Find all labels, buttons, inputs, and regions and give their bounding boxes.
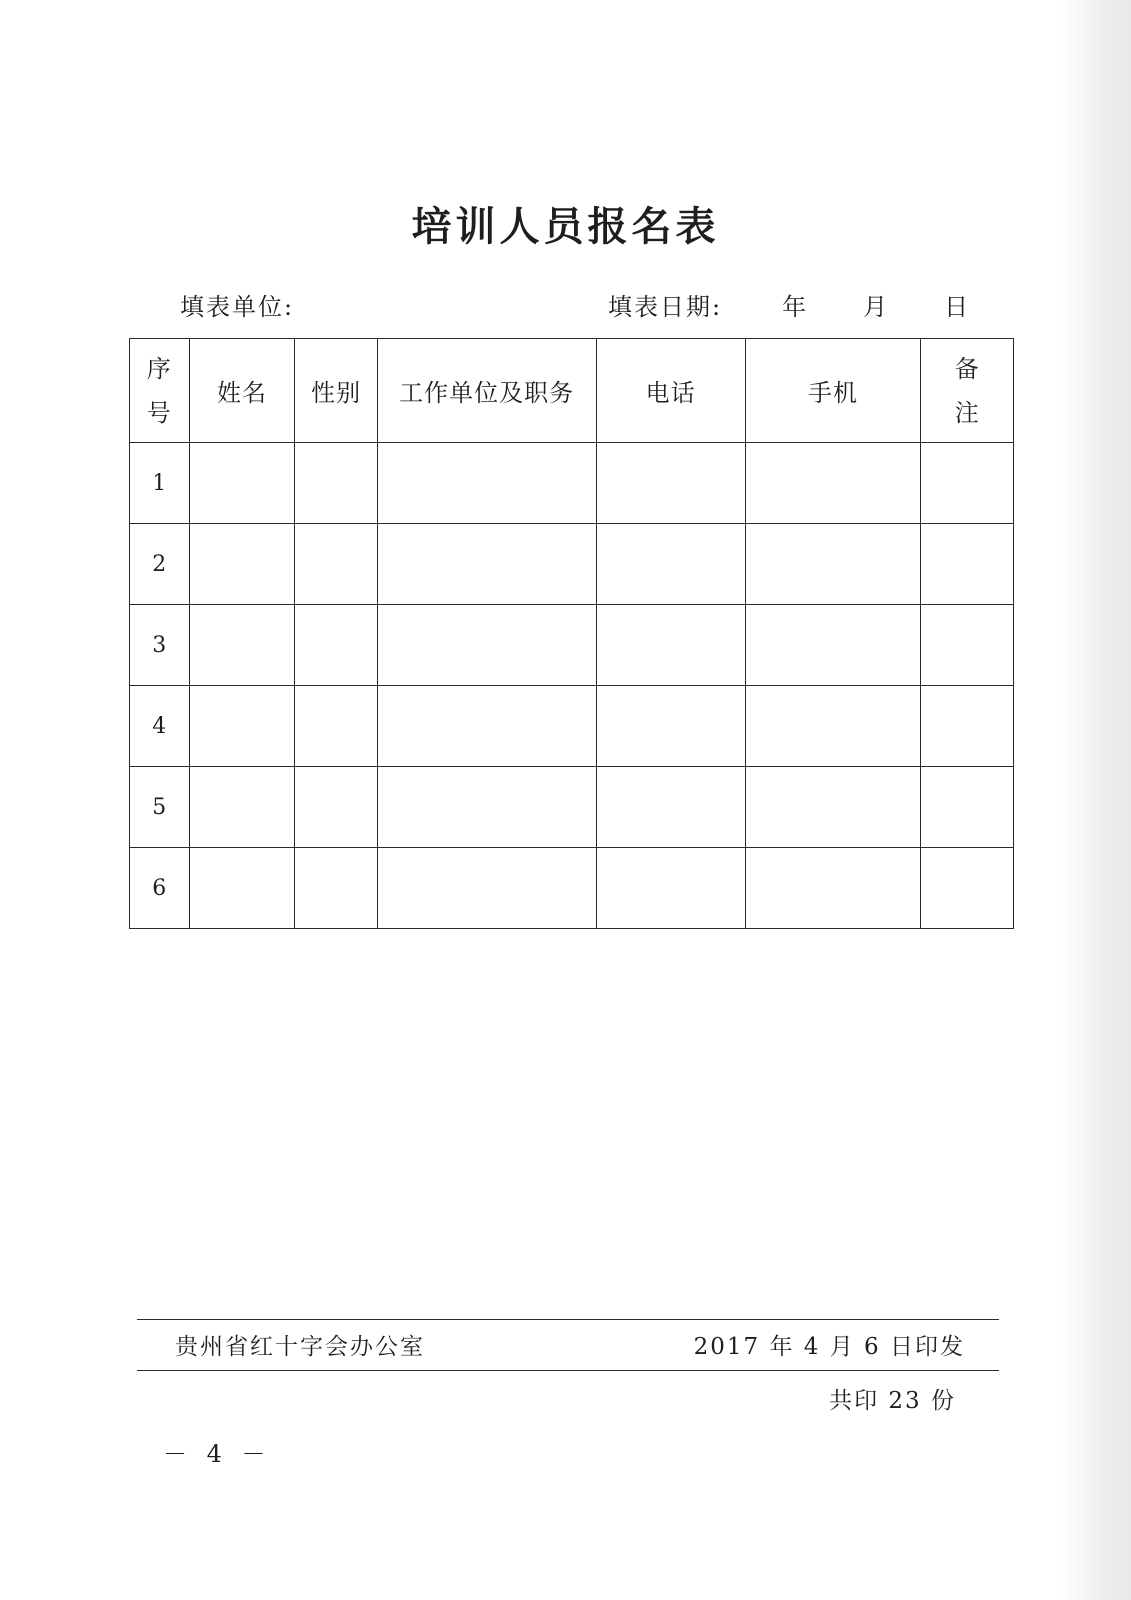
issuer-text: 贵州省红十字会办公室 <box>175 1334 425 1360</box>
cell-phone[interactable] <box>596 848 745 929</box>
row-seq: 2 <box>130 524 190 605</box>
cell-remark[interactable] <box>921 848 1014 929</box>
cell-gender[interactable] <box>295 767 377 848</box>
header-phone: 电话 <box>596 339 745 443</box>
cell-remark[interactable] <box>921 767 1014 848</box>
date-day-label: 日 <box>944 293 971 321</box>
cell-remark[interactable] <box>921 686 1014 767</box>
header-mobile: 手机 <box>745 339 921 443</box>
cell-phone[interactable] <box>596 767 745 848</box>
cell-name[interactable] <box>189 605 295 686</box>
table-row <box>130 443 1014 524</box>
cell-gender[interactable] <box>295 443 377 524</box>
cell-remark[interactable] <box>921 605 1014 686</box>
date-month-label: 月 <box>863 293 890 321</box>
row-seq: 1 <box>130 443 190 524</box>
cell-mobile[interactable] <box>745 848 921 929</box>
cell-mobile[interactable] <box>745 524 921 605</box>
fill-date-label: 填表日期: <box>608 293 723 321</box>
form-title: 培训人员报名表 <box>411 203 720 250</box>
footer-rule-top <box>137 1319 999 1320</box>
issue-date-text: 2017 年 4 月 6 日印发 <box>693 1334 965 1360</box>
cell-gender[interactable] <box>295 524 377 605</box>
signup-table <box>129 338 1014 929</box>
fill-unit-label: 填表单位: <box>180 293 295 321</box>
table-row <box>130 767 1014 848</box>
cell-remark[interactable] <box>921 524 1014 605</box>
cell-phone[interactable] <box>596 524 745 605</box>
footer-rule-bottom <box>137 1370 999 1371</box>
cell-mobile[interactable] <box>745 443 921 524</box>
cell-gender[interactable] <box>295 605 377 686</box>
cell-mobile[interactable] <box>745 605 921 686</box>
date-year-label: 年 <box>782 293 809 321</box>
row-seq: 4 <box>130 686 190 767</box>
cell-phone[interactable] <box>596 605 745 686</box>
header-remark <box>921 339 1014 443</box>
cell-unit-position[interactable] <box>377 767 596 848</box>
cell-name[interactable] <box>189 686 295 767</box>
header-gender: 性别 <box>295 339 377 443</box>
header-seq-top: 序 <box>146 354 172 383</box>
cell-phone[interactable] <box>596 443 745 524</box>
table-row <box>130 605 1014 686</box>
header-name: 姓名 <box>189 339 295 443</box>
cell-gender[interactable] <box>295 686 377 767</box>
cell-unit-position[interactable] <box>377 524 596 605</box>
table-header-row <box>130 339 1014 443</box>
cell-name[interactable] <box>189 848 295 929</box>
cell-unit-position[interactable] <box>377 686 596 767</box>
cell-mobile[interactable] <box>745 686 921 767</box>
cell-name[interactable] <box>189 767 295 848</box>
cell-mobile[interactable] <box>745 767 921 848</box>
row-seq: 6 <box>130 848 190 929</box>
page-number: － 4 － <box>163 1440 272 1468</box>
fill-date-field <box>608 287 970 322</box>
row-seq: 5 <box>130 767 190 848</box>
cell-gender[interactable] <box>295 848 377 929</box>
cell-remark[interactable] <box>921 443 1014 524</box>
header-remark-top: 备 <box>954 354 980 383</box>
table-row <box>130 686 1014 767</box>
cell-name[interactable] <box>189 524 295 605</box>
copies-count-text: 共印 23 份 <box>829 1388 956 1414</box>
cell-unit-position[interactable] <box>377 605 596 686</box>
cell-name[interactable] <box>189 443 295 524</box>
header-unit-position: 工作单位及职务 <box>377 339 596 443</box>
header-seq-bottom: 号 <box>146 398 172 427</box>
cell-unit-position[interactable] <box>377 848 596 929</box>
row-seq: 3 <box>130 605 190 686</box>
cell-phone[interactable] <box>596 686 745 767</box>
table-row <box>130 848 1014 929</box>
table-row <box>130 524 1014 605</box>
header-seq <box>130 339 190 443</box>
header-remark-bottom: 注 <box>954 398 980 427</box>
cell-unit-position[interactable] <box>377 443 596 524</box>
